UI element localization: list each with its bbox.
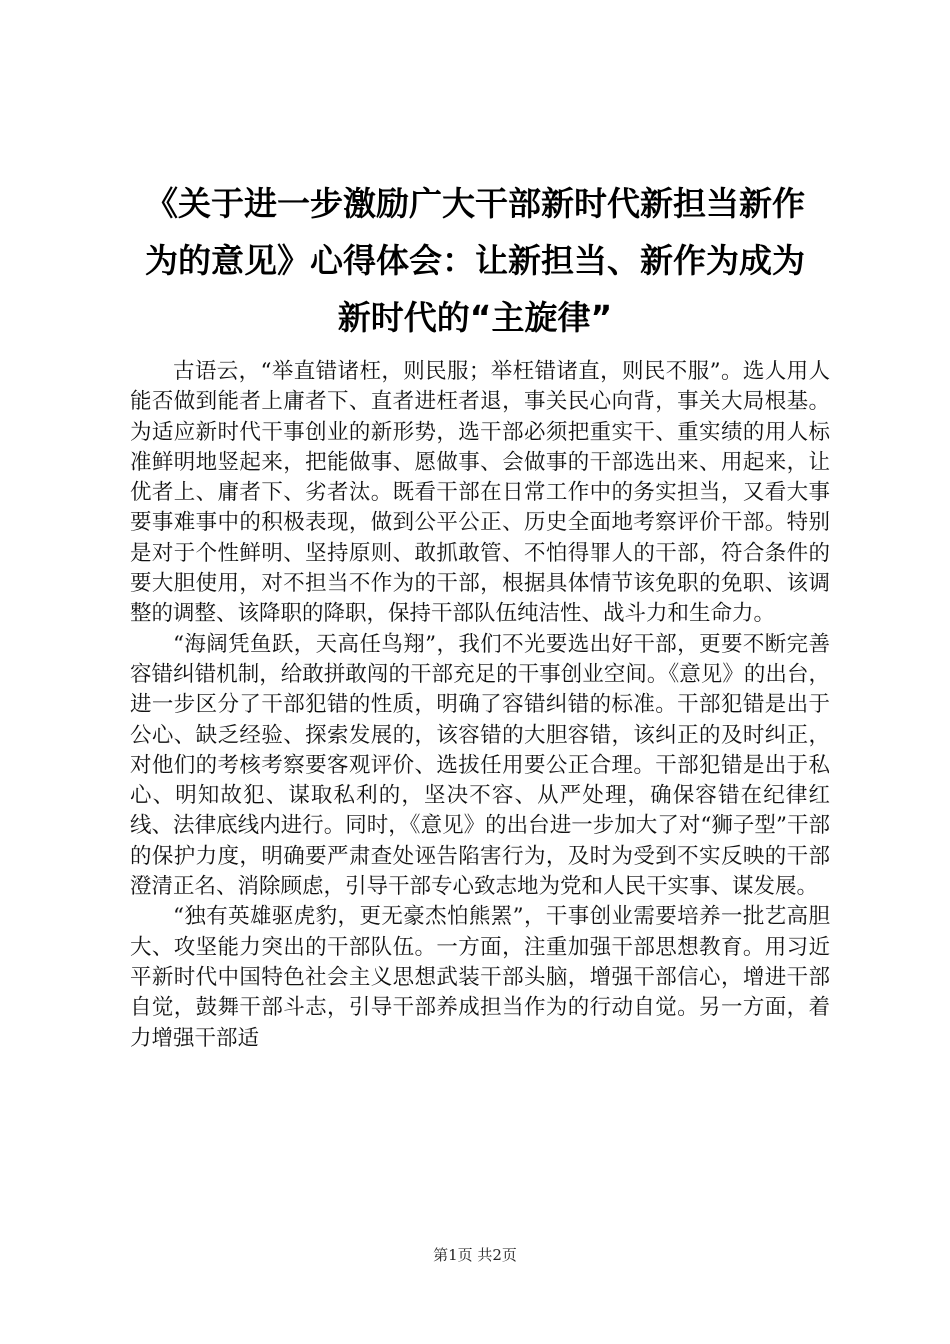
page-footer: 第1页 共2页: [433, 1246, 517, 1264]
title-line: 为的意见》心得体会：让新担当、新作为成为: [145, 241, 805, 280]
document-body: [130, 357, 830, 1054]
body-paragraph: 古语云，“举直错诸枉，则民服；举枉错诸直，则民不服”。选人用人能否做到能者上庸者下、直者进枉者退，事关民心向背，事关大局根基。为适应新时代干事创业的新形势，选干部必须把重实干、重实绩的用人标准鲜明地竖起来，把能做事、愿做事、会做事的干部选出来、用起来，让优者上、庸者下、劣者汰。既看干部在日常工作中的务实担当，又看大事要事难事中的积极表现，做到公平公正、历史全面地考察评价干部。特别是对于个性鲜明、坚持原则、敢抓敢管、不怕得罪人的干部，符合条件的要大胆使用，对不担当不作为的干部，根据具体情节该免职的免职、该调整的调整、该降职的降职，保持干部队伍纯洁性、战斗力和生命力。: [130, 359, 830, 627]
document-title: [118, 175, 832, 346]
title-line: 新时代的“主旋律”: [337, 298, 613, 337]
body-paragraph: “独有英雄驱虎豹，更无豪杰怕熊罴”，干事创业需要培养一批艺高胆大、攻坚能力突出的干部队伍。一方面，注重加强干部思想教育。用习近平新时代中国特色社会主义思想武装干部头脑，增强干部信心，增进干部自觉，鼓舞干部斗志，引导干部养成担当作为的行动自觉。另一方面，着力增强干部适: [130, 904, 830, 1051]
body-paragraph: “海阔凭鱼跃，天高任鸟翔”，我们不光要选出好干部，更要不断完善容错纠错机制，给敢拼敢闯的干部充足的干事创业空间。《意见》的出台，进一步区分了干部犯错的性质，明确了容错纠错的标准。干部犯错是出于公心、缺乏经验、探索发展的，该容错的大胆容错，该纠正的及时纠正，对他们的考核考察要客观评价、选拔任用要公正合理。干部犯错是出于私心、明知故犯、谋取私利的，坚决不容、从严处理，确保容错在纪律红线、法律底线内进行。同时，《意见》的出台进一步加大了对“狮子型”干部的保护力度，明确要严肃查处诬告陷害行为，及时为受到不实反映的干部澄清正名、消除顾虑，引导干部专心致志地为党和人民干实事、谋发展。: [130, 631, 830, 900]
title-line: 《关于进一步激励广大干部新时代新担当新作: [145, 184, 805, 223]
